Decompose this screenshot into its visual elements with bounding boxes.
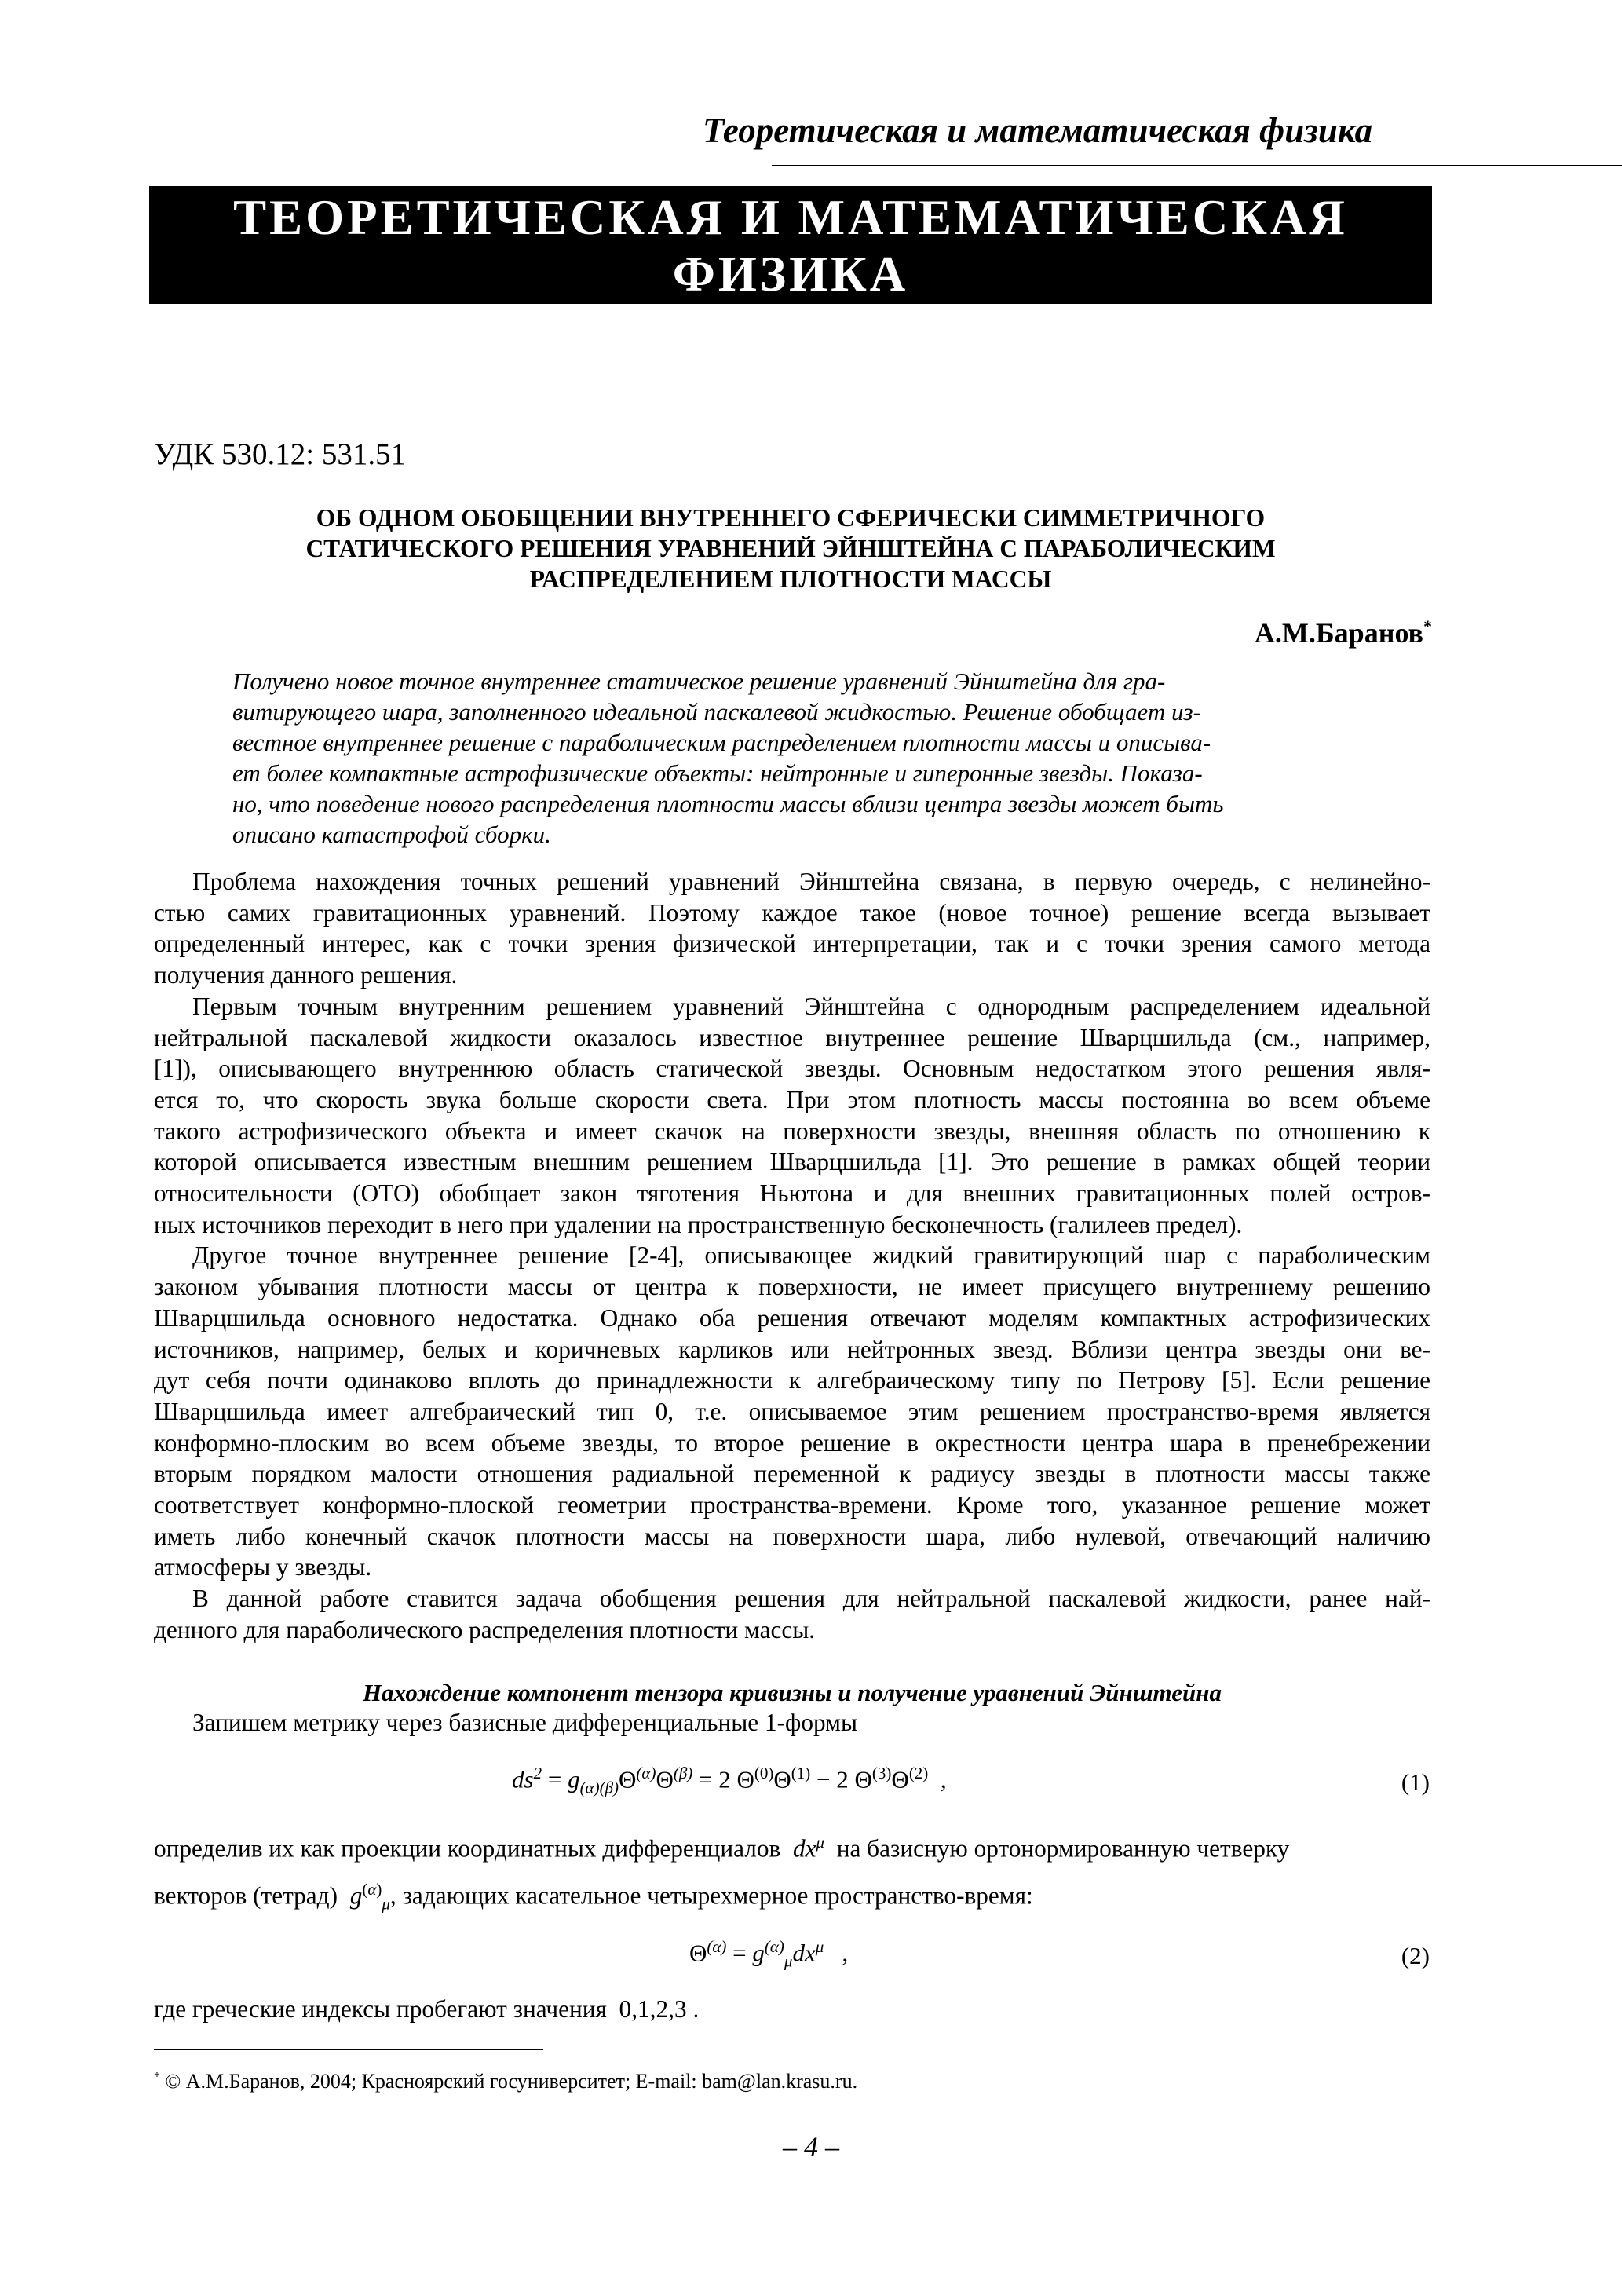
- abstract: [232, 666, 1363, 850]
- body-line: конформно-плоским во всем объеме звезды, то второе решение в окрестности центра шара в пренебрежении: [154, 1428, 1430, 1457]
- author-name: [1255, 616, 1432, 649]
- body-line: Другое точное внутреннее решение [2-4], описывающее жидкий гравитирующий шар с параболическим: [192, 1241, 1430, 1270]
- text-after-eq2: где греческие индексы пробегают значения 0,1,2,3 .: [154, 1995, 700, 2023]
- body-line: [1]), описывающего внутреннюю область статической звезды. Основным недостатком этого решения явля-: [154, 1055, 1430, 1083]
- section-heading: Нахождение компонент тензора кривизны и получение уравнений Эйнштейна: [363, 1679, 1222, 1706]
- abstract-line: вестное внутреннее решение с параболическим распределением плотности массы и описыва-: [232, 729, 1211, 756]
- body-line: Проблема нахождения точных решений уравнений Эйнштейна связана, в первую очередь, с нелинейно-: [192, 868, 1430, 895]
- body-line: ется то, что скорость звука больше скорости света. При этом плотность массы постоянна во всем объеме: [154, 1085, 1430, 1113]
- title-line: СТАТИЧЕСКОГО РЕШЕНИЯ УРАВНЕНИЙ ЭЙНШТЕЙНА С ПАРАБОЛИЧЕСКИМ: [305, 535, 1276, 562]
- text-after-eq1: определив их как проекции координатных дифференциалов $dx^\mu$ на базисную ортонормированную четверку: [154, 1833, 1290, 1863]
- author-footnote-mark: *: [1423, 616, 1432, 636]
- body-text: [154, 866, 1430, 1646]
- index-values: 0,1,2,3: [619, 1995, 687, 2023]
- body-line: стью самих гравитационных уравнений. Поэтому каждое такое (новое точное) решение всегда вызывает: [154, 898, 1430, 927]
- abstract-line: описано катастрофой сборки.: [232, 821, 551, 848]
- body-line: дут себя почти одинаково вплоть до принадлежности к алгебраическому типу по Петрову [5]. Если решение: [154, 1366, 1430, 1395]
- intro-line: Запишем метрику через базисные дифференциальные 1-формы: [192, 1709, 857, 1736]
- text-after-eq1-part-c: векторов (тетрад): [154, 1881, 338, 1910]
- body-line: иметь либо конечный скачок плотности массы на поверхности шара, либо нулевой, отвечающий наличию: [154, 1522, 1430, 1550]
- body-line: Шварцшильда основного недостатка. Однако оба решения отвечают моделям компактных астрофизических: [154, 1303, 1430, 1332]
- header-rule: [772, 165, 1622, 166]
- text-after-eq1-part-d: , задающих касательное четырехмерное пространство-время:: [389, 1881, 1033, 1910]
- footnote-text: © А.М.Баранов, 2004; Красноярский госуниверситет; E-mail: bam@lan.krasu.ru.: [165, 2070, 858, 2093]
- footnote: [154, 2070, 857, 2093]
- body-line: Шварцшильда имеет алгебраический тип 0, т.е. описываемое этим решением пространство-время является: [154, 1397, 1430, 1425]
- text-after-eq1-part-a: определив их как проекции координатных дифференциалов: [154, 1834, 781, 1863]
- title-line: РАСПРЕДЕЛЕНИЕМ ПЛОТНОСТИ МАССЫ: [529, 565, 1052, 593]
- body-line: денного для параболического распределения плотности массы.: [154, 1615, 816, 1643]
- abstract-line: но, что поведение нового распределения плотности массы вблизи центра звезды может быть: [232, 790, 1224, 817]
- body-line: нейтральной паскалевой жидкости оказалось известное внутреннее решение Шварцшильда (см., например,: [154, 1023, 1430, 1051]
- article-title: [188, 503, 1393, 594]
- text-after-eq2-body: где греческие индексы пробегают значения: [154, 1995, 607, 2023]
- equation-2-number: (2): [1401, 1942, 1430, 1969]
- body-line: источников, например, белых и коричневых карликов или нейтронных звезд. Вблизи центра звезды они ве-: [154, 1335, 1430, 1363]
- text-after-eq1-line2: векторов (тетрад) $g^{(\alpha)}_\mu$, задающих касательное четырехмерное пространство-время:: [154, 1880, 1033, 1914]
- body-line: соответствует конформно-плоской геометрии пространства-времени. Кроме того, указанное решение может: [154, 1491, 1430, 1519]
- abstract-line: витирующего шара, заполненного идеальной паскалевой жидкостью. Решение обобщает из-: [232, 698, 1201, 726]
- title-line: ОБ ОДНОМ ОБОБЩЕНИИ ВНУТРЕННЕГО СФЕРИЧЕСКИ СИММЕТРИЧНОГО: [316, 504, 1266, 532]
- body-line: атмосферы у звезды.: [154, 1553, 372, 1581]
- page-number: – 4 –: [783, 2131, 839, 2163]
- running-header-title: Теоретическая и математическая физика: [703, 111, 1373, 150]
- equation-2: $\Theta^{(\alpha)} = g^{(\alpha)}_\mu dx^\mu$ ,: [689, 1937, 849, 1971]
- text-after-eq1-part-b: на базисную ортонормированную четверку: [836, 1834, 1290, 1863]
- body-line: относительности (ОТО) обобщает закон тяготения Ньютона и для внешних гравитационных полей остров-: [154, 1179, 1430, 1208]
- abstract-line: ет более компактные астрофизические объекты: нейтронные и гиперонные звезды. Показа-: [232, 759, 1203, 787]
- body-line: законом убывания плотности массы от центра к поверхности, не имеет присущего внутреннему решению: [154, 1273, 1430, 1301]
- banner-line-1: ТЕОРЕТИЧЕСКАЯ И МАТЕМАТИЧЕСКАЯ: [233, 190, 1348, 245]
- abstract-line: Получено новое точное внутреннее статическое решение уравнений Эйнштейна для гра-: [232, 667, 1166, 695]
- body-line: ных источников переходит в него при удалении на пространственную бесконечность (галилеев предел).: [154, 1210, 1243, 1238]
- body-line: В данной работе ставится задача обобщения решения для нейтральной паскалевой жидкости, ранее най-: [192, 1585, 1430, 1613]
- body-line: определенный интерес, как с точки зрения физической интерпретации, так и с точки зрения самого метода: [154, 930, 1430, 958]
- footnote-rule: [154, 2049, 543, 2050]
- body-line: которой описывается известным внешним решением Шварцшильда [1]. Это решение в рамках общей теории: [154, 1148, 1430, 1176]
- author-text: А.М.Баранов: [1254, 617, 1423, 649]
- udk-code: УДК 530.12: 531.51: [154, 437, 407, 471]
- body-line: вторым порядком малости отношения радиальной переменной к радиусу звезды в плотности массы также: [154, 1460, 1430, 1488]
- equation-1-number: (1): [1401, 1768, 1430, 1796]
- section-banner: [149, 186, 1432, 304]
- equation-1: $ds^2 = g_{(\alpha)(\beta)}\Theta^{(\alpha)}\Theta^{(\beta)} = 2$ $\Theta^{(0)}\Theta^{(1)} - 2$ $\Theta^{(3)}\Theta^{(2)}$ ,: [512, 1764, 947, 1797]
- body-line: такого астрофизического объекта и имеет скачок на поверхности звезды, внешняя область по отношению к: [154, 1117, 1430, 1145]
- body-line: Первым точным внутренним решением уравнений Эйнштейна с однородным распределением идеальной: [192, 992, 1430, 1020]
- banner-line-2: ФИЗИКА: [672, 247, 909, 302]
- body-line: получения данного решения.: [154, 961, 458, 989]
- footnote-mark: *: [154, 2070, 160, 2084]
